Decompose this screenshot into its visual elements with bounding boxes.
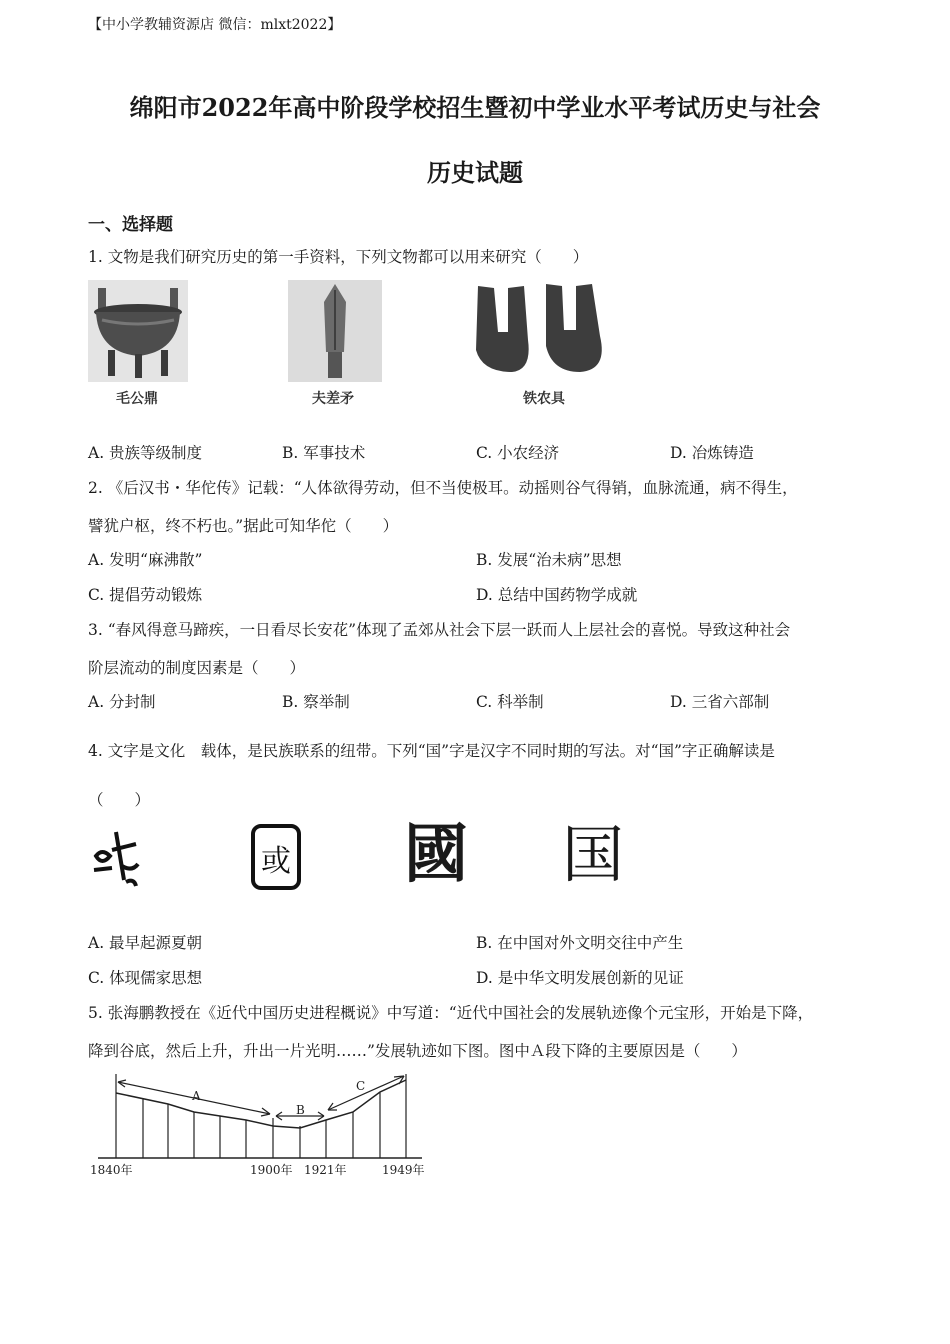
maogong-ding-image	[88, 280, 188, 382]
segment-label-c: C	[356, 1079, 366, 1093]
q4-option-c: C. 体现儒家思想	[88, 969, 203, 987]
year-label-1949: 1949年	[382, 1163, 425, 1177]
fuchai-spear-image	[288, 280, 382, 382]
caption-iron-tools: 铁农具	[523, 391, 565, 407]
q3-option-c: C. 科举制	[476, 693, 544, 711]
year-label-1840: 1840年	[90, 1163, 133, 1177]
page-header: 【中小学教辅资源店 微信：mlxt2022】	[88, 17, 342, 33]
question-5-line1: 5. 张海鹏教授在《近代中国历史进程概说》中写道：“近代中国社会的发展轨迹像个元宝形，开始是下降，	[88, 1004, 814, 1022]
q1-option-d: D. 冶炼铸造	[670, 444, 754, 462]
caption-maogong-ding: 毛公鼎	[116, 391, 158, 407]
q1-option-c: C. 小农经济	[476, 444, 560, 462]
q4-option-d: D. 是中华文明发展创新的见证	[476, 969, 684, 987]
question-1-stem: 1. 文物是我们研究历史的第一手资料，下列文物都可以用来研究（ ）	[88, 248, 589, 266]
question-2-line2: 譬犹户枢，终不朽也。”据此可知华佗（ ）	[88, 517, 399, 535]
year-label-1900: 1900年	[250, 1163, 293, 1177]
guo-glyph-simplified: 国	[562, 818, 625, 891]
q4-option-b: B. 在中国对外文明交往中产生	[476, 934, 684, 952]
question-2-line1: 2. 《后汉书・华佗传》记载：“人体欲得劳动，但不当使极耳。动摇则谷气得销，血脉流通，病不得生，	[88, 479, 798, 497]
q2-option-b: B. 发展“治未病”思想	[476, 551, 622, 569]
exam-title: 绵阳市2022年高中阶段学校招生暨初中学业水平考试历史与社会	[129, 93, 821, 122]
segment-label-a: A	[192, 1089, 201, 1103]
q2-option-a: A. 发明“麻沸散”	[88, 551, 203, 569]
q1-option-b: B. 军事技术	[282, 444, 366, 462]
iron-tools-image	[472, 280, 614, 380]
year-label-1921: 1921年	[304, 1163, 347, 1177]
q2-option-c: C. 提倡劳动锻炼	[88, 586, 203, 604]
question-5-line2: 降到谷底，然后上升，升出一片光明……”发展轨迹如下图。图中Ａ段下降的主要原因是（ ）	[88, 1042, 747, 1060]
guo-glyph-seal	[250, 823, 302, 891]
question-4-line2: （ ）	[88, 791, 151, 809]
segment-c-arrow	[328, 1076, 404, 1110]
question-3-line2: 阶层流动的制度因素是（ ）	[88, 659, 306, 677]
guo-glyph-traditional: 國	[404, 818, 468, 892]
guo-glyph-oracle-bone	[92, 826, 140, 890]
section-heading: 一、选择题	[88, 215, 173, 235]
segment-label-b: B	[296, 1103, 305, 1117]
q4-option-a: A. 最早起源夏朝	[88, 934, 203, 952]
q3-option-b: B. 察举制	[282, 693, 350, 711]
q2-option-d: D. 总结中国药物学成就	[476, 586, 638, 604]
caption-fuchai-spear: 夫差矛	[312, 391, 354, 407]
q3-option-d: D. 三省六部制	[670, 693, 770, 711]
development-trajectory-diagram	[88, 1068, 438, 1180]
q1-option-a: A. 贵族等级制度	[88, 444, 203, 462]
question-3-line1: 3. “春风得意马蹄疾，一日看尽长安花”体现了孟郊从社会下层一跃而人上层社会的喜悦。导致这种社会	[88, 621, 791, 639]
exam-subtitle: 历史试题	[427, 158, 523, 187]
q3-option-a: A. 分封制	[88, 693, 156, 711]
question-4-line1: 4. 文字是文化 载体，是民族联系的纽带。下列“国”字是汉字不同时期的写法。对“国”字正确解读是	[88, 742, 775, 760]
guo-glyph-seal-text: 或	[261, 844, 291, 879]
